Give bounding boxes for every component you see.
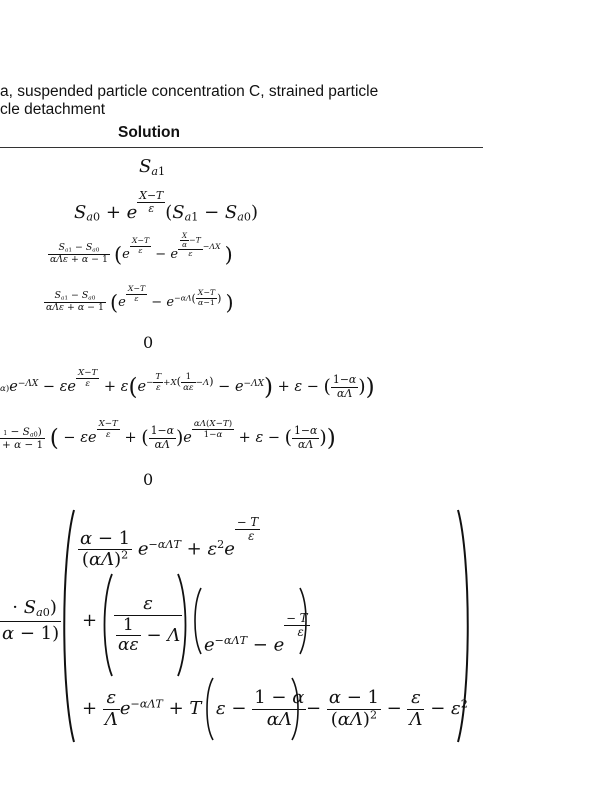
header-rule — [0, 147, 483, 148]
equation-row-3: $\frac{S_{a1} - S_{a0}}{\text{αΛε + α − 1}}$ (e $\frac{X-T}{\varepsilon}$ − e $\frac{X}{\alpha}$ −T ε −ΛX ) — [50, 231, 233, 267]
column-header-solution: Solution — [118, 124, 180, 141]
equation-row-1: $S_{a1}$ — [139, 156, 166, 178]
equation-row-7: $\frac{1 - S_{a0})}{+ \alpha - 1}$ ( − εe $\frac{X-T}{\varepsilon}$ + ( $\frac{1-\alpha}{\alpha\Lambda}$ )e $\frac{\alpha\Lambda(X-T)}{1-\alpha}$ + ε − ( $\frac{1-\alpha}{\alpha\Lambda}$ )) — [2, 419, 336, 452]
table-caption — [0, 83, 599, 119]
equation-row-5: 0 — [143, 333, 154, 352]
large-left-paren — [58, 508, 76, 744]
caption-line-1: a, suspended particle concentration C, strained particle — [0, 83, 379, 100]
equation-row-6: $\alpha)e^{-\Lambda X} - \varepsilon e$ $\frac{X-T}{\varepsilon}$ + ε(e− $\frac{T}{\varepsilon}$ +X( $\frac{1}{\alpha\varepsilon}$ $-\Lambda) - e^{-\Lambda X}) + \varepsilon$ − ( $\frac{1-\alpha}{\alpha\Lambda}$ )) — [0, 368, 375, 401]
caption-line-2: cle detachment — [0, 101, 106, 118]
equation-row-8: 0 — [143, 470, 154, 489]
equation-row-4: $\frac{S_{a1} - S_{a0}}{\text{αΛε + α − 1}}$ (e $\frac{X-T}{\varepsilon}$ − e−αΛ( $\frac{X-T}{\alpha-1}$ ) ) — [46, 284, 234, 315]
equation-row-2: $S_{a0} + e$ $\frac{X-T}{\varepsilon}$ $(S_{a1} - S_{a0})$ — [74, 189, 259, 224]
